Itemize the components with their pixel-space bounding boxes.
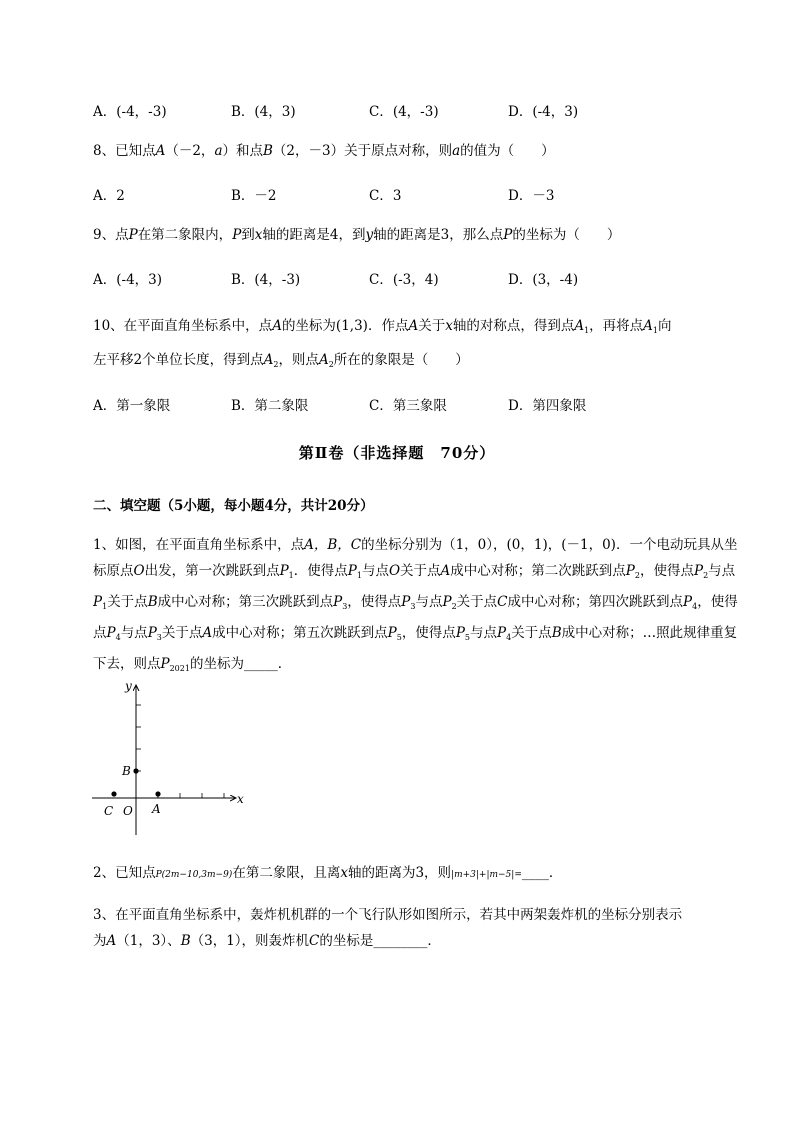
- f1-subscript: 4: [506, 633, 512, 642]
- y-axis-label: y: [125, 679, 132, 693]
- q7-option-c: C．(4，-3): [369, 104, 439, 120]
- f1-var: A，B，C: [304, 537, 362, 553]
- f3-var: A: [106, 933, 117, 949]
- q10-var: x: [445, 318, 453, 334]
- f1-text: 关于点: [511, 625, 552, 641]
- f2-abs-expression: |m+3|+|m−5|=: [451, 870, 522, 880]
- f3-text: （3，1），则轰炸机: [190, 933, 310, 949]
- f1-subscript: 5: [464, 633, 470, 642]
- point-c: [111, 791, 116, 796]
- q9-var: P: [503, 227, 513, 243]
- f1-var: P: [347, 563, 357, 579]
- q10-text: 所在的象限是（ ）: [333, 352, 469, 368]
- origin-label: O: [123, 804, 133, 818]
- q8-text: （2，－3）关于原点对称，则: [272, 143, 453, 159]
- q8-text: ）和点: [222, 143, 263, 159]
- f1-subscript: 5: [396, 633, 402, 642]
- f1-text: 关于点: [456, 594, 498, 610]
- f1-var: P: [693, 563, 704, 579]
- f1-var: P: [333, 594, 343, 610]
- f1-var: B: [551, 625, 562, 641]
- point-c-label: C: [104, 804, 114, 818]
- f1-text: 关于点: [107, 594, 148, 610]
- f1-subscript: 3: [342, 602, 348, 611]
- q9-text: 点: [115, 227, 129, 243]
- f1-text: 关于点: [161, 625, 203, 641]
- q8-question: [93, 141, 555, 161]
- f1-subscript: 3: [156, 633, 162, 642]
- f1-subscript: 4: [115, 633, 121, 642]
- q7-option-d: D．(-4，3): [508, 104, 579, 120]
- q10-subscript: 2: [273, 360, 279, 369]
- f1-subscript: 2: [451, 602, 457, 611]
- q7-option-b: B．(4，3): [231, 104, 296, 120]
- f3-text: 的坐标是________．: [319, 933, 441, 949]
- f1-subscript: 2021: [169, 664, 190, 673]
- f1-text: 的坐标为_____．: [189, 656, 292, 672]
- q9-number: 9、: [93, 227, 116, 243]
- f3-var: B: [180, 933, 191, 949]
- fill-question-3-line-2: [93, 931, 441, 951]
- f1-var: P: [147, 625, 157, 641]
- f1-var: A: [202, 625, 213, 641]
- f1-var: C: [497, 594, 508, 610]
- q9-text: 的坐标为（ ）: [512, 227, 621, 243]
- f1-text: 出发，第一次跳跃到点: [144, 563, 280, 579]
- q10-text: 的坐标为(1,3)．作点: [281, 318, 409, 334]
- q8-var: a: [214, 143, 223, 159]
- f1-text: ，使得点: [639, 563, 694, 579]
- f1-text: 成中心对称；第三次跳跃到点: [157, 594, 334, 610]
- q10-option-d: D．第四象限: [508, 398, 587, 414]
- f1-subscript: 2: [703, 571, 709, 580]
- f1-text: ，使得点: [401, 625, 456, 641]
- q8-number: 8、: [93, 143, 116, 159]
- f1-var: P: [160, 656, 170, 672]
- f1-var: P: [106, 625, 116, 641]
- q10-text: 左平移2个单位长度，得到点: [93, 352, 264, 368]
- q10-var: A: [263, 352, 274, 368]
- q9-var: x: [254, 227, 263, 243]
- q9-question: [93, 225, 620, 245]
- f1-text: 成中心对: [507, 594, 562, 610]
- f2-text: 2、已知点: [93, 865, 156, 881]
- q9-var: y: [365, 227, 374, 243]
- q10-text: ，再将点: [589, 318, 644, 334]
- f1-var: P: [279, 563, 289, 579]
- fill-question-1: [93, 532, 745, 682]
- f1-subscript: 1: [102, 602, 108, 611]
- section-title: 第Ⅱ卷（非选择题 70分）: [298, 444, 496, 462]
- f1-text: ，使得点: [347, 594, 402, 610]
- f1-text: 的坐标分别为（1，0），(0，1)，(－1，0)．一个电动玩: [361, 537, 697, 553]
- y-ticks: [136, 705, 141, 771]
- q9-option-a: A．(-4，3): [93, 272, 163, 288]
- f1-var: P: [455, 625, 465, 641]
- q7-option-a: A．(-4，-3): [93, 104, 167, 120]
- q10-text: ，则点: [278, 352, 319, 368]
- q8-text: 的值为（ ）: [460, 143, 555, 159]
- f1-subscript: 1: [288, 571, 294, 580]
- q9-var: P: [128, 227, 138, 243]
- q10-question-line-2: [93, 350, 469, 375]
- q10-option-a: A．第一象限: [93, 398, 171, 414]
- q9-text: 在第二象限内，: [137, 227, 233, 243]
- q9-text: 轴的距离是4，到: [262, 227, 366, 243]
- f1-text: 具从坐标原点: [93, 537, 738, 579]
- f1-text: 1、如图，在平面直角坐标系中，点: [93, 537, 305, 553]
- f1-text: ．使得点: [293, 563, 348, 579]
- section-subtitle: 二、填空题（5小题，每小题4分，共计20分）: [93, 498, 374, 514]
- f1-text: 成中心对称；第二次跳跃到点: [450, 563, 626, 579]
- q8-option-c: C．3: [369, 188, 402, 204]
- q10-var: A: [318, 352, 329, 368]
- q10-var: A: [272, 318, 282, 334]
- q10-text: 10、在平面直角坐标系中，点: [93, 318, 273, 334]
- f1-var: P: [401, 594, 411, 610]
- f2-var: x: [340, 865, 348, 881]
- x-axis-label: x: [237, 792, 244, 806]
- q10-var: A: [408, 318, 419, 334]
- f2-text: 在第二象限，且离: [232, 865, 341, 881]
- f1-var: P: [683, 594, 693, 610]
- f1-var: P: [497, 625, 507, 641]
- q10-subscript: 1: [652, 326, 659, 335]
- f1-var: P: [387, 625, 397, 641]
- point-a: [155, 791, 160, 796]
- f1-var: O: [133, 563, 145, 579]
- q10-var: A: [643, 318, 653, 334]
- f1-subscript: 3: [410, 602, 416, 611]
- q8-var: A: [155, 143, 166, 159]
- f3-text: 为: [93, 933, 107, 949]
- f2-text: 轴的距离为3，则: [347, 865, 452, 881]
- q10-subscript: 1: [584, 326, 590, 335]
- f1-text: 与点: [415, 594, 443, 610]
- f1-text: ，使得点: [93, 594, 738, 641]
- q9-text: 轴的距离是3，那么点: [373, 227, 504, 243]
- q8-option-a: A．2: [93, 188, 125, 204]
- q10-text: 向: [658, 318, 672, 334]
- q9-option-d: D．(3，-4): [508, 272, 579, 288]
- f1-var: B: [147, 594, 158, 610]
- fill-question-2: [93, 863, 562, 885]
- f3-text: （1，3）、: [116, 933, 181, 949]
- q8-option-d: D．－3: [508, 188, 555, 204]
- f1-subscript: 2: [634, 571, 640, 580]
- f1-var: A: [440, 563, 451, 579]
- point-a-label: A: [152, 802, 161, 816]
- f1-var: P: [93, 594, 103, 610]
- q10-text: 轴的对称点，得到点: [452, 318, 575, 334]
- f1-var: O: [388, 563, 401, 579]
- f1-text: 关于点: [400, 563, 441, 579]
- q10-option-c: C．第三象限: [369, 398, 447, 414]
- f3-var: C: [309, 933, 320, 949]
- f1-text: 与点: [470, 625, 497, 641]
- q8-var: a: [452, 143, 461, 159]
- q8-text: 已知点: [115, 143, 156, 159]
- fill-question-3-line-1: 3、在平面直角坐标系中，轰炸机机群的一个飞行队形如图所示，若其中两架轰炸机的坐标分别表示: [93, 907, 683, 923]
- q9-text: 到: [241, 227, 255, 243]
- f1-subscript: 4: [692, 602, 698, 611]
- q10-text: 关于: [418, 318, 446, 334]
- q10-option-b: B．第二象限: [231, 398, 309, 414]
- f2-point-expression: P(2m−10,3m−9): [155, 870, 233, 880]
- x-ticks: [158, 793, 224, 798]
- q8-var: B: [263, 143, 273, 159]
- f1-text: 与点: [708, 563, 736, 579]
- q8-option-b: B．－2: [231, 188, 277, 204]
- f1-text: 成中心对称；…照此规律重复下去，则点: [93, 625, 738, 672]
- f2-text: ____．: [521, 865, 563, 881]
- f1-var: P: [442, 594, 452, 610]
- q10-question-line-1: [93, 316, 672, 341]
- q9-option-c: C．(-3，4): [369, 272, 439, 288]
- coordinate-figure: [86, 675, 256, 845]
- point-b: [133, 768, 138, 773]
- q9-var: P: [232, 227, 242, 243]
- f1-text: 称；第四次跳跃到点: [561, 594, 684, 610]
- f1-subscript: 1: [356, 571, 362, 580]
- f1-text: 成中心对称；第五次跳跃到点: [212, 625, 388, 641]
- q10-subscript: 2: [328, 360, 334, 369]
- f1-text: 与点: [120, 625, 148, 641]
- q8-text: （－2，: [165, 143, 215, 159]
- f1-text: 与点: [361, 563, 389, 579]
- point-b-label: B: [122, 764, 131, 778]
- f1-var: P: [625, 563, 635, 579]
- q10-var: A: [574, 318, 585, 334]
- q9-option-b: B．(4，-3): [231, 272, 301, 288]
